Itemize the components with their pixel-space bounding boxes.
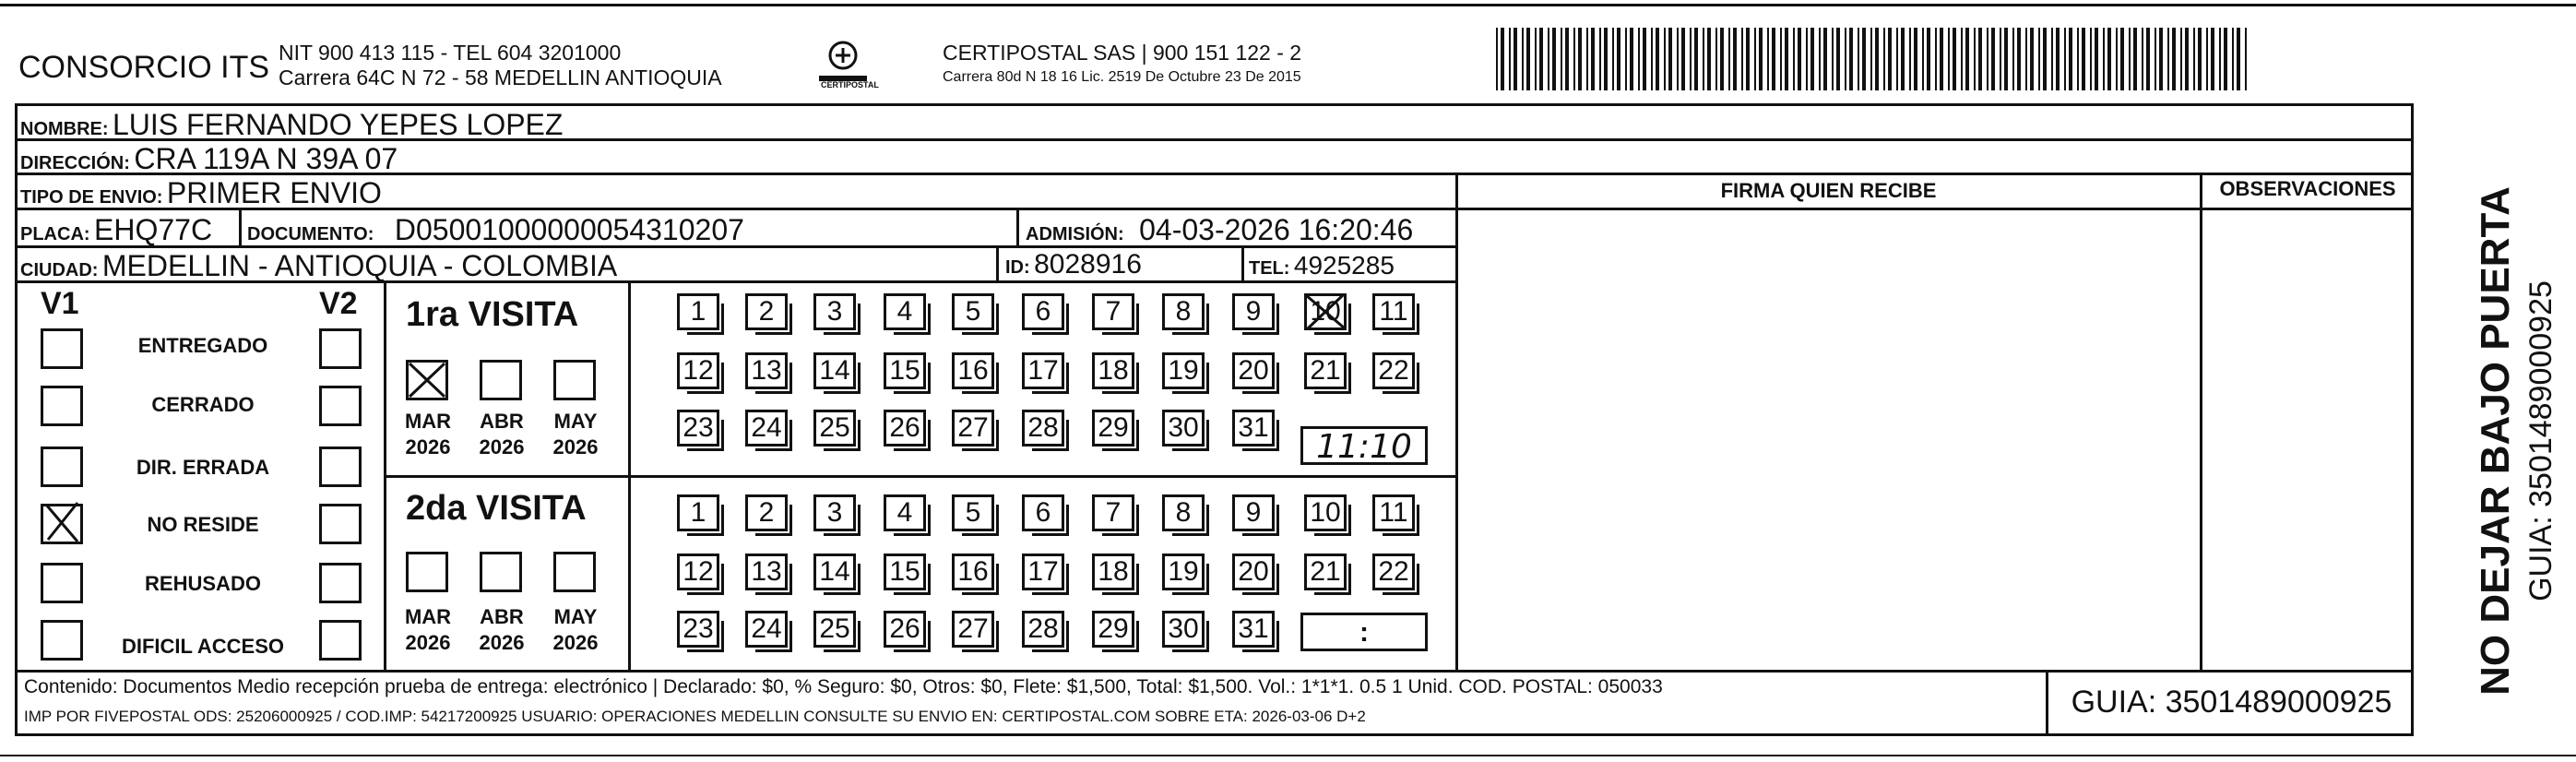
visit1-year-may: 2026: [552, 435, 599, 458]
documento-label: DOCUMENTO:: [247, 224, 374, 244]
visit1-day-30[interactable]: 30: [1162, 410, 1205, 446]
visit2-day-3[interactable]: 3: [813, 494, 856, 531]
visit2-month-may: MAY: [553, 605, 598, 628]
tel-value: 4925285: [1293, 251, 1395, 280]
first-visit-title: 1ra VISITA: [406, 295, 579, 334]
visit1-day-1[interactable]: 1: [677, 293, 719, 330]
v2-dir-errada-checkbox[interactable]: [319, 446, 362, 487]
ciudad-label: CIUDAD:: [20, 260, 99, 280]
visit1-day-31[interactable]: 31: [1232, 410, 1275, 446]
certipostal-license: Carrera 80d N 18 16 Lic. 2519 De Octubre 23 De 2015: [943, 69, 1301, 85]
visit2-day-12[interactable]: 12: [677, 554, 719, 590]
visit1-month-mar-checkbox[interactable]: [406, 360, 448, 400]
v2-label: V2: [319, 286, 358, 321]
visit1-day-16[interactable]: 16: [952, 352, 994, 389]
firma-header: FIRMA QUIEN RECIBE: [1720, 179, 1937, 202]
company-address: Carrera 64C N 72 - 58 MEDELLIN ANTIOQUIA: [279, 65, 722, 89]
visit2-day-10[interactable]: 10: [1304, 494, 1347, 531]
visit1-day-7[interactable]: 7: [1092, 293, 1134, 330]
visit2-day-17[interactable]: 17: [1022, 554, 1064, 590]
v2-entregado-checkbox[interactable]: [319, 328, 362, 369]
visit2-year-mar: 2026: [405, 631, 451, 654]
visit1-day-4[interactable]: 4: [884, 293, 926, 330]
placa-value: EHQ77C: [94, 213, 213, 246]
visit1-day-13[interactable]: 13: [745, 352, 788, 389]
contenido-line: Contenido: Documentos Medio recepción prueba de entrega: electrónico | Declarado: $0, % Seguro: $0, Otros: $0, Flete: $1,500, Total: $1,500. Vol.: 1*1*1. 0.5 1 Unid. COD. POSTAL: 050033: [24, 676, 1663, 697]
barcode: [1496, 28, 2252, 90]
visit2-day-15[interactable]: 15: [884, 554, 926, 590]
footer-guia: GUIA: 3501489000925: [2071, 685, 2392, 720]
visit2-month-abr: ABR: [480, 605, 524, 628]
visit2-month-abr-checkbox[interactable]: [480, 552, 522, 592]
id-value: 8028916: [1034, 249, 1142, 280]
visit1-day-6[interactable]: 6: [1022, 293, 1064, 330]
x-mark-icon: [41, 501, 83, 542]
visit1-day-2[interactable]: 2: [745, 293, 788, 330]
visit1-year-abr: 2026: [479, 435, 525, 458]
v2-cerrado-checkbox[interactable]: [319, 386, 362, 426]
placa-label: PLACA:: [20, 224, 90, 244]
logo-caption: CERTIPOSTAL: [821, 80, 879, 89]
status-no-reside: NO RESIDE: [147, 513, 259, 536]
second-visit-time: :: [1359, 617, 1369, 648]
second-visit-title: 2da VISITA: [406, 489, 587, 528]
direccion-label: DIRECCIÓN:: [20, 153, 130, 173]
visit2-day-1[interactable]: 1: [677, 494, 719, 531]
visit1-day-5[interactable]: 5: [952, 293, 994, 330]
visit2-year-may: 2026: [552, 631, 599, 654]
visit2-day-4[interactable]: 4: [884, 494, 926, 531]
visit2-year-abr: 2026: [479, 631, 525, 654]
id-label: ID:: [1005, 257, 1030, 278]
documento-value: D05001000000054310207: [394, 213, 744, 246]
x-mark-icon: [1304, 293, 1347, 330]
v2-no-reside-checkbox[interactable]: [319, 504, 362, 544]
status-rehusado: REHUSADO: [145, 572, 261, 595]
visit2-day-18[interactable]: 18: [1092, 554, 1134, 590]
admision-value: 04-03-2026 16:20:46: [1139, 213, 1414, 246]
v2-rehusado-checkbox[interactable]: [319, 563, 362, 603]
visit1-day-8[interactable]: 8: [1162, 293, 1205, 330]
visit2-day-19[interactable]: 19: [1162, 554, 1205, 590]
status-cerrado: CERRADO: [151, 393, 255, 416]
visit2-day-31[interactable]: 31: [1232, 611, 1275, 648]
status-dificil-acceso: DIFICIL ACCESO: [121, 635, 284, 658]
visit2-day-5[interactable]: 5: [952, 494, 994, 531]
direccion-value: CRA 119A N 39A 07: [134, 142, 398, 175]
tipo-envio-label: TIPO DE ENVIO:: [20, 187, 163, 208]
visit1-day-11[interactable]: 11: [1372, 293, 1415, 330]
visit1-month-abr: ABR: [480, 410, 524, 433]
visit1-year-mar: 2026: [405, 435, 451, 458]
visit2-month-may-checkbox[interactable]: [553, 552, 596, 592]
visit2-day-21[interactable]: 21: [1304, 554, 1347, 590]
visit2-day-7[interactable]: 7: [1092, 494, 1134, 531]
visit1-day-10[interactable]: 10: [1304, 293, 1347, 330]
side-guia: GUIA: 3501489000925: [2523, 280, 2558, 601]
visit2-day-24[interactable]: 24: [745, 611, 788, 648]
nombre-value: LUIS FERNANDO YEPES LOPEZ: [113, 108, 564, 141]
v1-cerrado-checkbox[interactable]: [41, 386, 83, 426]
visit2-day-16[interactable]: 16: [952, 554, 994, 590]
visit2-day-11[interactable]: 11: [1372, 494, 1415, 531]
certipostal-line: CERTIPOSTAL SAS | 900 151 122 - 2: [943, 41, 1302, 65]
visit2-day-8[interactable]: 8: [1162, 494, 1205, 531]
visit1-day-20[interactable]: 20: [1232, 352, 1275, 389]
visit1-day-26[interactable]: 26: [884, 410, 926, 446]
visit1-day-17[interactable]: 17: [1022, 352, 1064, 389]
tel-label: TEL:: [1249, 258, 1290, 279]
status-dir-errada: DIR. ERRADA: [136, 456, 270, 479]
visit2-day-25[interactable]: 25: [813, 611, 856, 648]
imp-line: IMP POR FIVEPOSTAL ODS: 25206000925 / COD.IMP: 54217200925 USUARIO: OPERACIONES MEDELLIN CONSULTE SU ENVIO EN: CERTIPOSTAL.COM SOBRE ETA: 2026-03-06 D+2: [24, 708, 1366, 725]
v1-label: V1: [41, 286, 79, 321]
visit2-day-13[interactable]: 13: [745, 554, 788, 590]
visit1-month-abr-checkbox[interactable]: [480, 360, 522, 400]
ciudad-value: MEDELLIN - ANTIOQUIA - COLOMBIA: [101, 249, 618, 282]
visit1-day-9[interactable]: 9: [1232, 293, 1275, 330]
visit1-day-19[interactable]: 19: [1162, 352, 1205, 389]
admision-label: ADMISIÓN:: [1026, 224, 1124, 244]
observaciones-header: OBSERVACIONES: [2219, 177, 2396, 200]
v1-rehusado-checkbox[interactable]: [41, 563, 83, 603]
visit1-month-may-checkbox[interactable]: [553, 360, 596, 400]
visit1-day-12[interactable]: 12: [677, 352, 719, 389]
visit1-day-29[interactable]: 29: [1092, 410, 1134, 446]
company-name: CONSORCIO ITS: [18, 50, 270, 85]
visit1-day-28[interactable]: 28: [1022, 410, 1064, 446]
top-edge-line: [0, 4, 2576, 6]
visit1-day-27[interactable]: 27: [952, 410, 994, 446]
visit1-month-mar: MAR: [404, 410, 452, 433]
no-dejar-bajo-puerta: NO DEJAR BAJO PUERTA: [2473, 186, 2518, 696]
visit2-day-2[interactable]: 2: [745, 494, 788, 531]
visit2-day-22[interactable]: 22: [1372, 554, 1415, 590]
visit1-day-24[interactable]: 24: [745, 410, 788, 446]
visit1-day-21[interactable]: 21: [1304, 352, 1347, 389]
visit2-month-mar-checkbox[interactable]: [406, 552, 448, 592]
v1-entregado-checkbox[interactable]: [41, 328, 83, 369]
nombre-label: NOMBRE:: [20, 119, 109, 139]
visit1-day-14[interactable]: 14: [813, 352, 856, 389]
visit1-day-15[interactable]: 15: [884, 352, 926, 389]
visit2-month-mar: MAR: [404, 605, 452, 628]
visit2-day-27[interactable]: 27: [952, 611, 994, 648]
visit2-day-29[interactable]: 29: [1092, 611, 1134, 648]
nit-line: NIT 900 413 115 - TEL 604 3201000: [279, 41, 622, 65]
visit2-day-14[interactable]: 14: [813, 554, 856, 590]
x-mark-icon: [406, 360, 448, 400]
visit2-day-30[interactable]: 30: [1162, 611, 1205, 648]
visit1-day-18[interactable]: 18: [1092, 352, 1134, 389]
visit2-day-26[interactable]: 26: [884, 611, 926, 648]
visit1-day-3[interactable]: 3: [813, 293, 856, 330]
v1-dir-errada-checkbox[interactable]: [41, 446, 83, 487]
visit2-day-20[interactable]: 20: [1232, 554, 1275, 590]
visit1-month-may: MAY: [553, 410, 598, 433]
visit1-day-22[interactable]: 22: [1372, 352, 1415, 389]
visit1-day-23[interactable]: 23: [677, 410, 719, 446]
visit1-day-25[interactable]: 25: [813, 410, 856, 446]
visit2-day-28[interactable]: 28: [1022, 611, 1064, 648]
visit2-day-9[interactable]: 9: [1232, 494, 1275, 531]
tipo-envio-value: PRIMER ENVIO: [166, 176, 382, 209]
first-visit-time: 11:10: [1316, 428, 1412, 466]
status-entregado: ENTREGADO: [137, 334, 268, 357]
v1-no-reside-checkbox[interactable]: [41, 504, 83, 544]
v1-dificil-acceso-checkbox[interactable]: [41, 620, 83, 661]
visit2-day-6[interactable]: 6: [1022, 494, 1064, 531]
second-visit-time-box[interactable]: [1300, 613, 1428, 651]
visit2-day-23[interactable]: 23: [677, 611, 719, 648]
v2-dificil-acceso-checkbox[interactable]: [319, 620, 362, 661]
first-visit-time-box[interactable]: [1300, 426, 1428, 465]
